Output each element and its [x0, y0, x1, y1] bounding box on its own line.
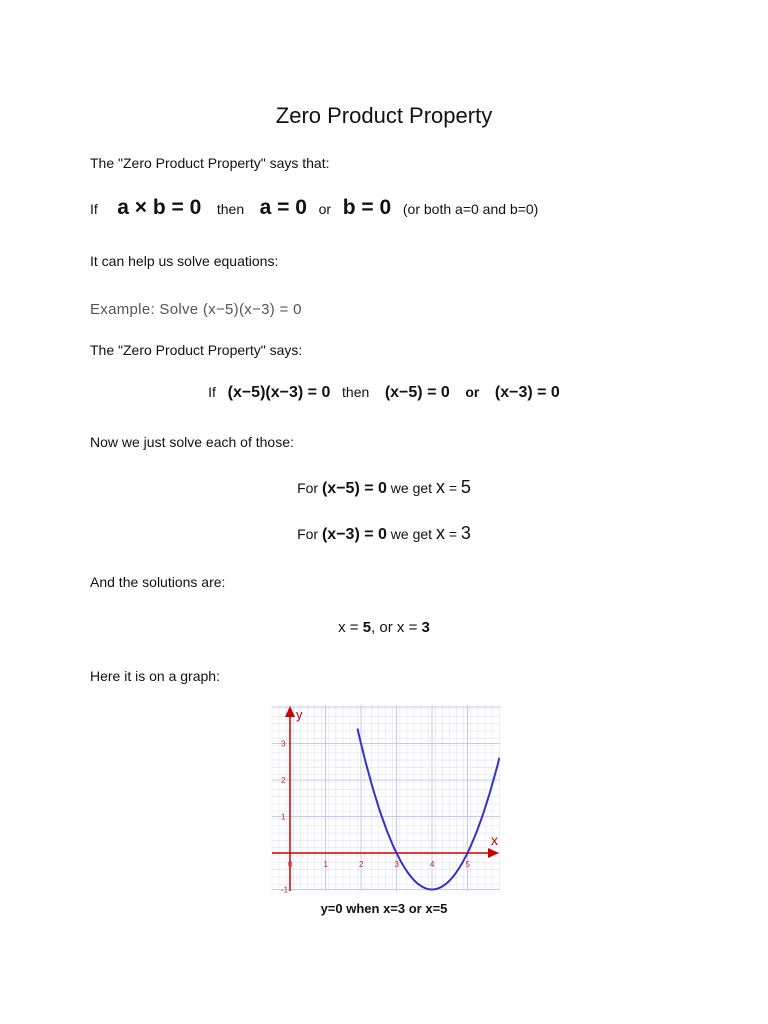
example-heading: Example: Solve (x−5)(x−3) = 0 — [90, 301, 302, 318]
case1-eq: = — [448, 480, 458, 496]
rule-or: or — [318, 201, 332, 217]
apply-or: or — [465, 384, 480, 400]
case2-weget: we get — [390, 526, 433, 542]
case1-expr: (x−5) = 0 — [321, 480, 387, 497]
y-tick-label: 2 — [281, 776, 286, 785]
apply-if: If — [208, 384, 216, 400]
x-tick-label: 1 — [323, 860, 328, 869]
x-tick-label: 0 — [288, 860, 293, 869]
x-tick-label: 5 — [465, 860, 470, 869]
x-tick-label: 2 — [359, 860, 364, 869]
y-tick-label: 1 — [281, 812, 286, 822]
case2-value: 3 — [460, 523, 471, 543]
y-axis-label: y — [296, 707, 303, 722]
graph-svg — [268, 705, 500, 895]
solution-v1: 5 — [362, 619, 372, 636]
rule-line — [90, 196, 538, 220]
solutions-label: And the solutions are: — [90, 574, 226, 590]
solution-x1: x = — [338, 619, 359, 636]
x-axis-label: x — [491, 832, 498, 848]
intro-text: The "Zero Product Property" says that: — [90, 155, 330, 171]
says-text: The "Zero Product Property" says: — [90, 342, 303, 358]
case1-value: 5 — [460, 477, 471, 497]
y-tick-label: -1 — [281, 885, 289, 895]
rule-expr3: b = 0 — [342, 196, 392, 219]
case1-x: x — [435, 477, 445, 497]
rule-expr1: a × b = 0 — [117, 196, 202, 219]
case1-line — [0, 477, 768, 498]
solution-v2: 3 — [421, 619, 430, 636]
page-title: Zero Product Property — [275, 103, 493, 128]
rule-note: (or both a=0 and b=0) — [402, 201, 539, 217]
x-tick-label: 3 — [394, 860, 399, 869]
x-tick-label: 4 — [430, 860, 435, 869]
case1-for: For — [297, 480, 319, 496]
y-tick-label: 3 — [281, 739, 286, 749]
solutions-line — [0, 619, 768, 636]
case2-eq: = — [448, 526, 458, 542]
parabola-graph — [268, 705, 500, 895]
case1-weget: we get — [390, 480, 433, 496]
solve-each-text: Now we just solve each of those: — [90, 434, 294, 450]
graph-label: Here it is on a graph: — [90, 668, 220, 684]
rule-then: then — [216, 201, 245, 217]
help-text: It can help us solve equations: — [90, 253, 279, 269]
rule-expr2: a = 0 — [259, 196, 307, 219]
rule-if: If — [90, 201, 98, 217]
graph-caption: y=0 when x=3 or x=5 — [320, 901, 448, 916]
solution-sep: , or x = — [371, 619, 418, 636]
case2-expr: (x−3) = 0 — [321, 526, 387, 543]
apply-expr3: (x−3) = 0 — [494, 384, 560, 401]
apply-expr1: (x−5)(x−3) = 0 — [227, 384, 331, 401]
apply-expr2: (x−5) = 0 — [384, 384, 450, 401]
apply-then: then — [342, 384, 370, 400]
apply-line — [0, 384, 768, 402]
case2-for: For — [297, 526, 319, 542]
x-axis-arrow — [488, 848, 499, 858]
case2-line — [0, 523, 768, 544]
case2-x: x — [435, 523, 445, 543]
